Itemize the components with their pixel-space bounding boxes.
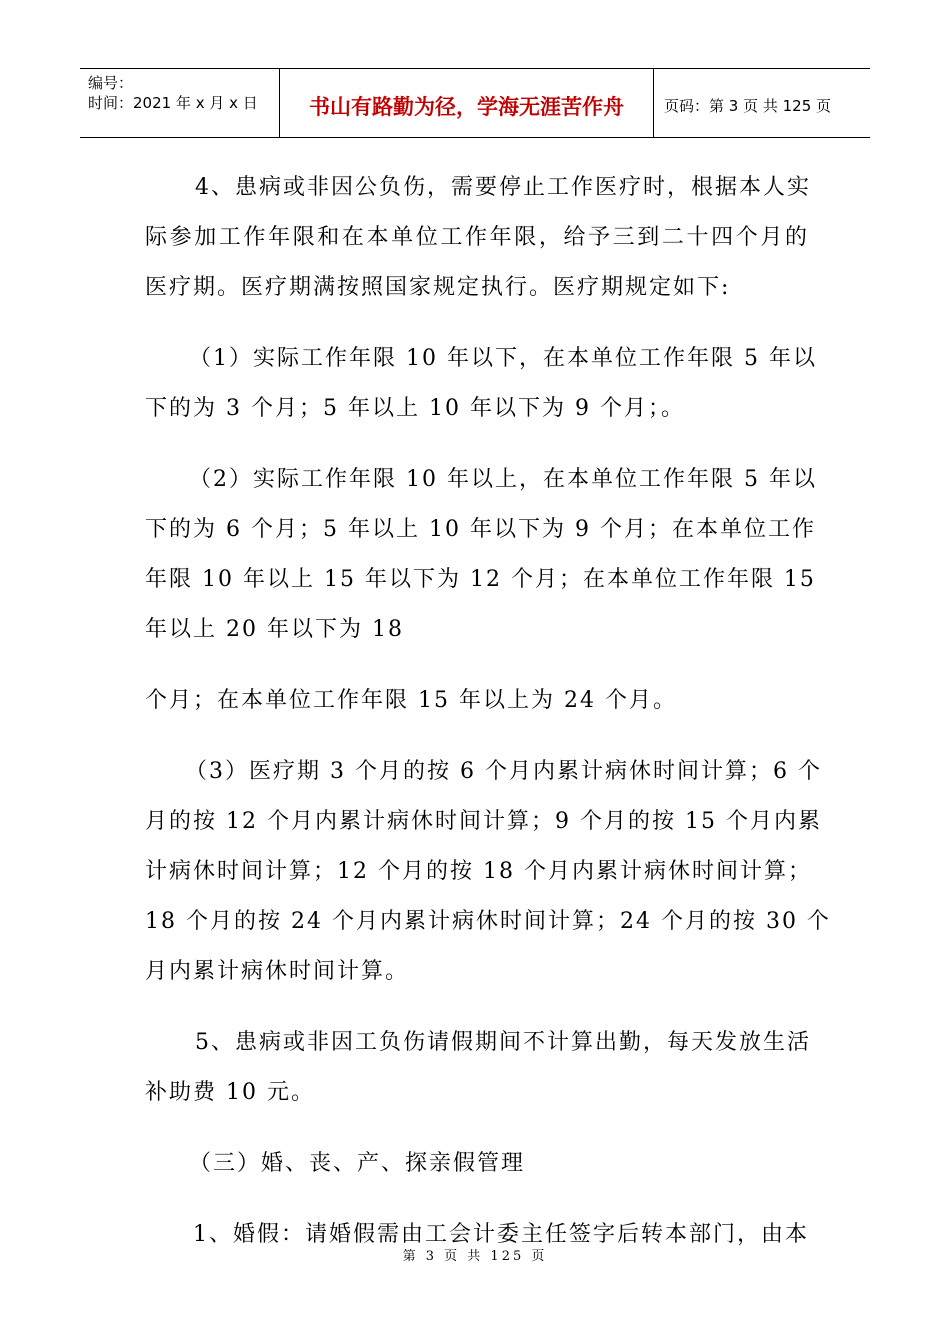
- document-time-label: 时间：2021 年 x 月 x 日: [88, 94, 258, 112]
- text-line: 际参加工作年限和在本单位工作年限，给予三到二十四个月的: [145, 225, 809, 250]
- section-heading: [145, 1139, 809, 1189]
- text-line: 年限 10 年以上 15 年以下为 12 个月；在本单位工作年限 15: [145, 567, 816, 592]
- paragraph: [145, 747, 831, 997]
- paragraph: [145, 676, 809, 726]
- document-body: [145, 163, 831, 1260]
- text-line: 5、患病或非因工负伤请假期间不计算出勤，每天发放生活: [195, 1030, 811, 1055]
- page-header: [80, 68, 870, 138]
- paragraph: [145, 163, 809, 313]
- text-line: 18 个月的按 24 个月内累计病休时间计算；24 个月的按 30 个: [145, 909, 831, 934]
- text-line: 下的为 6 个月；5 年以上 10 年以下为 9 个月；在本单位工作: [145, 517, 816, 542]
- text-line: （3）医疗期 3 个月的按 6 个月内累计病休时间计算；6 个: [185, 759, 822, 784]
- document-number-label: 编号：: [88, 74, 134, 92]
- text-line: 年以上 20 年以下为 18: [145, 617, 404, 642]
- header-meta: [80, 69, 280, 137]
- header-page-info: 页码：第 3 页 共 125 页: [664, 96, 832, 115]
- text-line: （三）婚、丧、产、探亲假管理: [189, 1151, 526, 1176]
- text-line: 个月；在本单位工作年限 15 年以上为 24 个月。: [145, 688, 677, 713]
- header-motto: 书山有路勤为径，学海无涯苦作舟: [280, 69, 654, 137]
- text-line: 4、患病或非因公负伤，需要停止工作医疗时，根据本人实: [195, 175, 811, 200]
- paragraph: [145, 455, 817, 655]
- text-line: 月内累计病休时间计算。: [145, 959, 410, 984]
- text-line: 医疗期。医疗期满按照国家规定执行。医疗期规定如下:: [145, 275, 731, 300]
- text-line: 计病休时间计算；12 个月的按 18 个月内累计病休时间计算；: [145, 859, 812, 884]
- text-line: 月的按 12 个月内累计病休时间计算；9 个月的按 15 个月内累: [145, 809, 822, 834]
- text-line: 补助费 10 元。: [145, 1080, 315, 1105]
- text-line: （2）实际工作年限 10 年以上，在本单位工作年限 5 年以: [189, 467, 817, 492]
- text-line: 1、婚假：请婚假需由工会计委主任签字后转本部门，由本: [193, 1222, 809, 1247]
- page-footer: 第 3 页 共 125 页: [402, 1249, 548, 1264]
- text-line: （1）实际工作年限 10 年以下，在本单位工作年限 5 年以: [189, 346, 817, 371]
- paragraph: [145, 1018, 809, 1118]
- paragraph: [145, 334, 817, 434]
- text-line: 下的为 3 个月；5 年以上 10 年以下为 9 个月；。: [145, 396, 685, 421]
